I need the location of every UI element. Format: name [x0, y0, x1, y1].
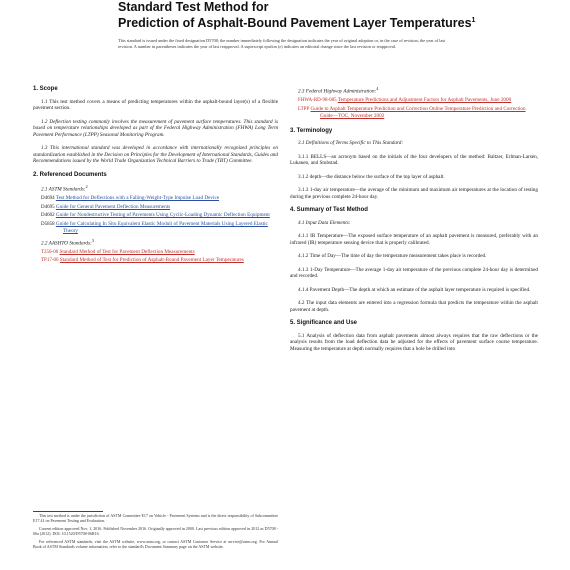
- reference-link[interactable]: Guide for General Pavement Deflection Measurements: [55, 203, 171, 210]
- section-heading-references: 2. Referenced Documents: [33, 171, 107, 178]
- title-line-2: Prediction of Asphalt-Bound Pavement Layer Temperatures$^1$: [118, 16, 476, 31]
- reference-item-aashto-1[interactable]: TP17-00 Standard Method of Test for Prediction of Asphalt-Bound Pavement Layer Temperatures: [41, 257, 244, 264]
- reference-link[interactable]: Standard Method of Test for Pavement Deflection Measurements: [59, 248, 195, 255]
- footnote-3: For referenced ASTM standards, visit the ASTM website, www.astm.org, or contact ASTM Customer Service at service@astm.org. For Annual Book of ASTM Standards volume information, refer to the standard's Document Summary page on the ASTM website.: [33, 538, 278, 549]
- section-heading-significance: 5. Significance and Use: [290, 320, 358, 327]
- terminology-paragraph-3: 3.1.2 depth—the distance below the surface of the top layer of asphalt.: [298, 173, 445, 180]
- summary-paragraph-3: 4.1.2 Time of Day—The time of day the temperature measurement takes place is recorded.: [298, 253, 487, 260]
- footnote-2: Current edition approved Nov. 1, 2016. Published November 2016. Originally approved in 2000. Last previous edition approved in 2012 as D5708 - 06a (2012). DOI: 10.1520/D5708-06R16.: [33, 525, 278, 536]
- reference-item-fhwa-0[interactable]: FHWA-RD-98-085 Temperature Predictions and Adjustment Factors for Asphalt Pavements, June 2000: [298, 97, 512, 104]
- reference-link[interactable]: Guide for Nondestructive Testing of Pavements Using Cyclic-Loading Dynamic Deflection Equipment: [55, 212, 270, 219]
- reference-link[interactable]: Temperature Predictions and Adjustment Factors for Asphalt Pavements, June 2000: [337, 97, 512, 104]
- document-title: [118, 0, 548, 30]
- section-heading-scope: 1. Scope: [33, 86, 58, 92]
- section-heading-terminology: 3. Terminology: [290, 127, 333, 134]
- scope-paragraph-2: 1.2 Deflection testing commonly involves the measurement of pavement surface temperatures. This standard is based on temperature relationships developed as part of the Federal Highway Administration (FHWA) Long Term Pavement Performance (LTPP) Seasonal Monitoring Program.: [33, 118, 278, 138]
- fhwa-label: 2.3 Federal Highway Administration:$^4$: [298, 86, 379, 95]
- summary-paragraph-6: 4.2 The input data elements are entered into a regression formula that predicts the temperature within the asphalt pavement at depth.: [290, 300, 538, 313]
- reference-link[interactable]: Guide for Calculating In Situ Equivalent Elastic Moduli of Pavement Materials Using Layered Elastic Theory: [55, 220, 268, 235]
- summary-paragraph-2: 4.1.1 IR Temperature—The exposed surface temperature of an asphalt pavement is measured, preferably with an infrared (IR) temperature sensing device that is properly calibrated.: [290, 233, 538, 246]
- summary-paragraph-5: 4.1.4 Pavement Depth—The depth at which an estimate of the asphalt layer temperature is required is specified.: [298, 286, 531, 293]
- footnotes: [33, 514, 278, 552]
- terminology-paragraph-4: 3.1.3 1-day air temperature—the average of the minimum and maximum air temperatures at the location of testing during the previous complete 24-hour day.: [290, 187, 538, 200]
- astm-standards-label: 2.1 ASTM Standards:$^2$: [41, 184, 88, 193]
- terminology-paragraph-1: 3.1 Definitions of Terms Specific to This Standard:: [298, 140, 404, 147]
- right-column: [290, 86, 538, 359]
- reference-item-astm-2[interactable]: D4602 Guide for Nondestructive Testing of Pavements Using Cyclic-Loading Dynamic Deflection Equipment: [41, 212, 270, 219]
- scope-paragraph-3: 1.3 This international standard was developed in accordance with internationally recognized principles on standardization established in the Decision on Principles for the Development of International Standards, Guides and Recommendations issued by the World Trade Organization Technical Barriers to Trade (TBT) Committee.: [33, 145, 278, 164]
- title-line-1: Standard Test Method for: [118, 0, 269, 14]
- title-footnote-mark: 1: [471, 17, 476, 24]
- summary-paragraph-1: 4.1 Input Data Elements:: [298, 219, 351, 226]
- reference-item-fhwa-1[interactable]: LTPP Guide to Asphalt Temperature Prediction and Correction Online Temperature Prediction and Correction Guide—TOC, November 2002: [298, 105, 526, 120]
- reference-link[interactable]: Test Method for Deflections with a Falling-Weight-Type Impulse Load Device: [55, 195, 220, 202]
- reference-item-astm-1[interactable]: D4695 Guide for General Pavement Deflection Measurements: [41, 203, 171, 210]
- terminology-paragraph-2: 3.1.1 BELLS—an acronym based on the initials of the four developers of the method: Baltzer, Erlman-Larsen, Lukanen, and Stubstad.: [290, 153, 538, 167]
- left-column: [33, 86, 278, 266]
- designation-notice: This standard is issued under the fixed designation D5708; the number immediately following the designation indicates the year of original adoption or, in the case of revision, the year of last revision. A number in parentheses indicates the year of last reapproval. A superscript epsilon (ε) indicates an editorial change since the last revision or reapproval.: [118, 38, 446, 49]
- summary-paragraph-4: 4.1.3 1-Day Temperature—The average 1-day air temperature of the previous complete 24-hour day is determined and recorded.: [290, 266, 538, 280]
- reference-item-aashto-0[interactable]: T256-00 Standard Method of Test for Pavement Deflection Measurements: [41, 248, 195, 255]
- footnote-divider: [33, 511, 103, 512]
- reference-item-astm-0[interactable]: D4694 Test Method for Deflections with a Falling-Weight-Type Impulse Load Device: [41, 195, 220, 202]
- scope-paragraph-1: 1.1 This test method covers a means of predicting temperatures within the asphalt-bound layer(s) of a flexible pavement section.: [33, 98, 278, 111]
- significance-paragraph-1: 5.1 Analysis of deflection data from asphalt pavements almost always requires that the raw deflections or the analysis results from the load deflection data be adjusted for the effects of pavement surface course temperature. Measuring the temperature at depth normally requires that a hole be drilled into: [290, 332, 538, 352]
- aashto-standards-label: 2.2 AASHTO Standards:$^3$: [41, 237, 94, 247]
- reference-item-astm-3[interactable]: D5858 Guide for Calculating In Situ Equivalent Elastic Moduli of Pavement Materials Using Layered Elastic Theory: [41, 220, 268, 235]
- section-heading-summary: 4. Summary of Test Method: [290, 207, 368, 214]
- reference-link[interactable]: Standard Method of Test for Prediction of Asphalt-Bound Pavement Layer Temperatures: [59, 257, 244, 264]
- footnote-1: This test method is under the jurisdiction of ASTM Committee E17 on Vehicle - Pavement Systems and is the direct responsibility of Subcommittee E17.41 on Pavement Testing and Evaluation.: [33, 513, 278, 523]
- reference-link[interactable]: Guide to Asphalt Temperature Prediction and Correction Online Temperature Prediction and Correction Guide—TOC, November 2002: [310, 105, 526, 120]
